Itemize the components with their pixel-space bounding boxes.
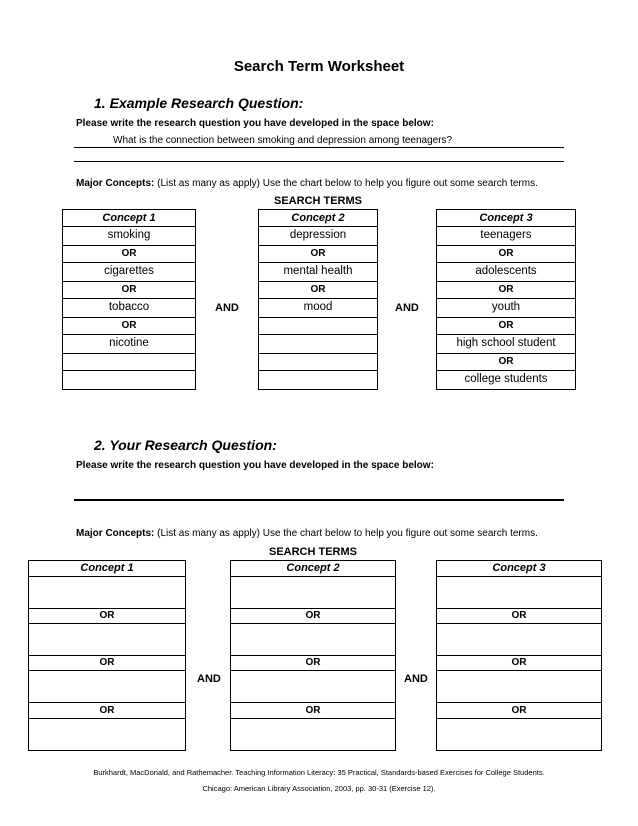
major-concepts-text: (List as many as apply) Use the chart below to help you figure out some search terms. [154, 528, 538, 539]
section1-concept2-table [258, 209, 378, 390]
concept3-blank[interactable] [437, 719, 602, 751]
concept2-or: OR [231, 703, 396, 719]
concept1-or: OR [29, 703, 186, 719]
concept2-or: OR [259, 246, 378, 263]
section2-major-concepts [76, 528, 538, 539]
concept1-header: Concept 1 [29, 561, 186, 577]
section2-and-2: AND [404, 673, 428, 685]
concept2-or: OR [231, 609, 396, 624]
section2-heading: 2. Your Research Question: [94, 437, 277, 453]
concept1-term: cigarettes [63, 263, 196, 282]
concept2-term: mood [259, 299, 378, 318]
concept3-or: OR [437, 318, 576, 335]
concept2-term: mental health [259, 263, 378, 282]
section1-major-concepts [76, 178, 538, 189]
concept2-blank[interactable] [231, 624, 396, 656]
section2-and-1: AND [197, 673, 221, 685]
concept3-or: OR [437, 282, 576, 299]
concept3-term: teenagers [437, 227, 576, 246]
concept3-term: high school student [437, 335, 576, 354]
section2-instruction: Please write the research question you have developed in the space below: [76, 460, 434, 471]
section1-instruction: Please write the research question you have developed in the space below: [76, 118, 434, 129]
concept3-term: youth [437, 299, 576, 318]
concept1-term: tobacco [63, 299, 196, 318]
concept3-or: OR [437, 246, 576, 263]
concept3-or: OR [437, 703, 602, 719]
concept2-blank[interactable] [231, 671, 396, 703]
concept3-term: adolescents [437, 263, 576, 282]
concept2-empty [259, 371, 378, 390]
section2-search-terms: SEARCH TERMS [268, 546, 357, 558]
section1-answer: What is the connection between smoking and depression among teenagers? [113, 135, 453, 146]
concept1-blank[interactable] [29, 719, 186, 751]
major-concepts-label: Major Concepts: [76, 528, 155, 539]
concept1-or: OR [29, 656, 186, 671]
concept1-or: OR [63, 318, 196, 335]
section1-concept1-table [62, 209, 196, 390]
answer-line-2 [74, 161, 564, 162]
section1-and-2: AND [395, 302, 419, 314]
concept3-header: Concept 3 [437, 561, 602, 577]
concept1-blank[interactable] [29, 624, 186, 656]
concept1-empty [63, 371, 196, 390]
concept2-blank[interactable] [231, 719, 396, 751]
concept1-or: OR [63, 246, 196, 263]
section1-heading: 1. Example Research Question: [94, 95, 304, 111]
citation-line-1: Burkhardt, MacDonald, and Rathemacher. Teaching Information Literacy: 35 Practical, Standards-based Exercises for College Students. [93, 768, 545, 777]
concept2-empty [259, 335, 378, 354]
concept3-blank[interactable] [437, 577, 602, 609]
concept2-empty [259, 354, 378, 371]
worksheet-title: Search Term Worksheet [233, 58, 405, 75]
section1-and-1: AND [215, 302, 239, 314]
section2-answer-line[interactable] [74, 499, 564, 501]
concept3-or: OR [437, 354, 576, 371]
concept1-or: OR [63, 282, 196, 299]
concept3-or: OR [437, 609, 602, 624]
concept1-or: OR [29, 609, 186, 624]
concept3-blank[interactable] [437, 671, 602, 703]
concept1-blank[interactable] [29, 577, 186, 609]
concept3-term: college students [437, 371, 576, 390]
concept2-header: Concept 2 [259, 210, 378, 227]
major-concepts-label: Major Concepts: [76, 178, 155, 189]
concept1-term: nicotine [63, 335, 196, 354]
concept3-header: Concept 3 [437, 210, 576, 227]
concept2-blank[interactable] [231, 577, 396, 609]
concept1-empty [63, 354, 196, 371]
major-concepts-text: (List as many as apply) Use the chart below to help you figure out some search terms. [154, 178, 538, 189]
concept2-or: OR [259, 282, 378, 299]
concept2-term: depression [259, 227, 378, 246]
section1-search-terms: SEARCH TERMS [273, 195, 362, 207]
concept2-empty [259, 318, 378, 335]
section2-concept1-table [28, 560, 186, 751]
section2-concept3-table [436, 560, 602, 751]
answer-line-1 [74, 147, 564, 148]
concept2-header: Concept 2 [231, 561, 396, 577]
concept1-blank[interactable] [29, 671, 186, 703]
concept3-or: OR [437, 656, 602, 671]
concept2-or: OR [231, 656, 396, 671]
concept1-term: smoking [63, 227, 196, 246]
section2-concept2-table [230, 560, 396, 751]
concept1-header: Concept 1 [63, 210, 196, 227]
section1-concept3-table [436, 209, 576, 390]
citation-line-2: Chicago: American Library Association, 2003, pp. 30-31 (Exercise 12). [202, 784, 436, 793]
concept3-blank[interactable] [437, 624, 602, 656]
